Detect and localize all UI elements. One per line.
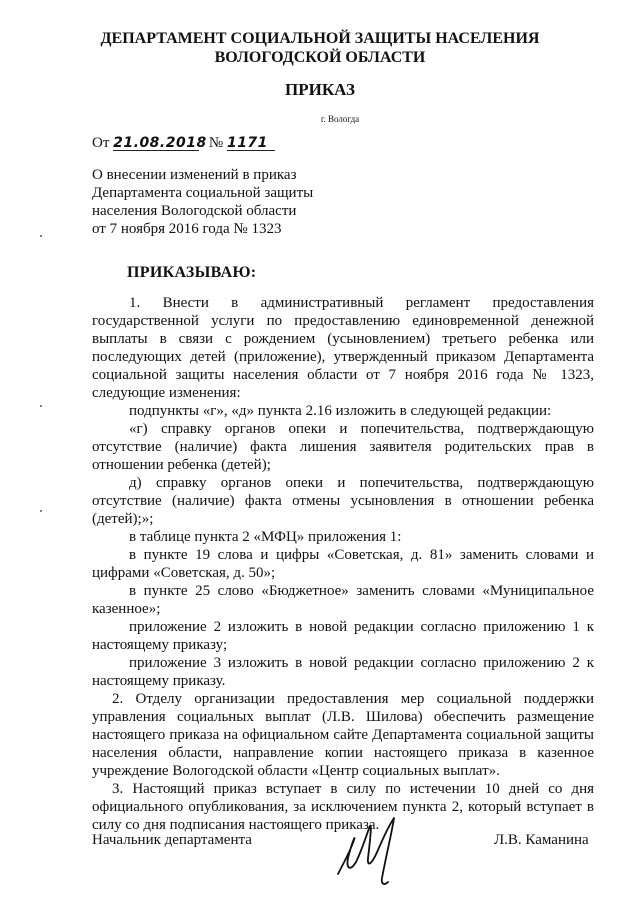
date-number-row [92,135,275,152]
number-sign: № [208,135,224,151]
body-line: настоящего приказа на официальном сайте Департамента социальной защиты [92,727,594,743]
body-line: подпункты «г», «д» пункта 2.16 изложить в следующей редакции: [129,403,552,419]
order-heading: ПРИКАЗЫВАЮ: [127,264,257,281]
signatory-name: Л.В. Каманина [494,832,589,848]
body-line: социальной защиты населения области от 7 ноября 2016 года № 1323, [92,367,594,383]
body-line: последующих детей (приложение), утвержденный приказом Департамента [92,349,594,365]
body-line: в пункте 19 слова и цифры «Советская, д. 81» заменить словами и [129,547,594,563]
body-line: государственной услуги по предоставлению единовременной денежной [92,313,594,329]
body-line: населения области, направление копии настоящего приказа в казенное [92,745,594,761]
signature-position: Начальник департамента [92,832,252,848]
body-line: учреждение Вологодской области «Центр социальных выплат». [92,763,500,779]
document-title: ПРИКАЗ [285,80,355,99]
body-line: в таблице пункта 2 «МФЦ» приложения 1: [129,529,402,545]
body-line: отсутствие (наличие) факта лишения заявителя родительских прав в [92,439,594,455]
body-line: казенное»; [92,601,161,617]
header-line-1: ДЕПАРТАМЕНТ СОЦИАЛЬНОЙ ЗАЩИТЫ НАСЕЛЕНИЯ [100,30,540,47]
subject-line: от 7 ноября 2016 года № 1323 [92,221,282,237]
body-line: приложение 2 изложить в новой редакции согласно приложению 1 к [129,619,594,635]
header-line-2: ВОЛОГОДСКОЙ ОБЛАСТИ [214,49,426,66]
body-line: цифрами «Советская, д. 50»; [92,565,276,581]
body-line: «г) справку органов опеки и попечительства, подтверждающую [129,421,594,437]
body-line: д) справку органов опеки и попечительства, подтверждающую [129,475,594,491]
body-line: отношении ребенка (детей); [92,457,271,473]
subject-line: населения Вологодской области [92,203,297,219]
body-line: настоящему приказу. [92,673,226,689]
city-label: г. Вологда [320,114,360,124]
body-line: 2. Отделу организации предоставления мер социальной поддержки [112,691,594,707]
subject-block [92,166,313,238]
body-line: силу со дня подписания настоящего приказа. [92,817,380,833]
body-line: 1. Внести в административный регламент предоставления [129,295,594,311]
body-line: следующие изменения: [92,385,241,401]
body-line: в пункте 25 слово «Бюджетное» заменить словами «Муниципальное [129,583,594,599]
body-line: настоящему приказу; [92,637,228,653]
body-line: управления социальных выплат (Л.В. Шилова) обеспечить размещение [92,709,594,725]
body-line: 3. Настоящий приказ вступает в силу по истечении 10 дней со дня [112,781,594,797]
subject-line: Департамента социальной защиты [92,185,314,201]
scan-speck [40,510,42,512]
date-prefix: От [92,135,110,151]
body-line: официального опубликования, за исключением пункта 2, который вступает в [92,799,594,815]
handwritten-number: 1171 [227,136,275,151]
handwritten-date: 21.08.2018 [113,135,207,151]
body-line: приложение 3 изложить в новой редакции согласно приложению 2 к [129,655,594,671]
body-line: выплаты в связи с рождением (усыновлением) третьего ребенка или [92,331,594,347]
body-line: (детей);»; [92,511,154,527]
subject-line: О внесении изменений в приказ [92,167,297,183]
handwritten-signature-icon [330,812,410,892]
document-body [92,294,594,834]
scan-speck [40,405,42,407]
body-line: отсутствие (наличие) факта отмены усыновления в отношении ребенка [92,493,594,509]
scan-speck [40,235,42,237]
